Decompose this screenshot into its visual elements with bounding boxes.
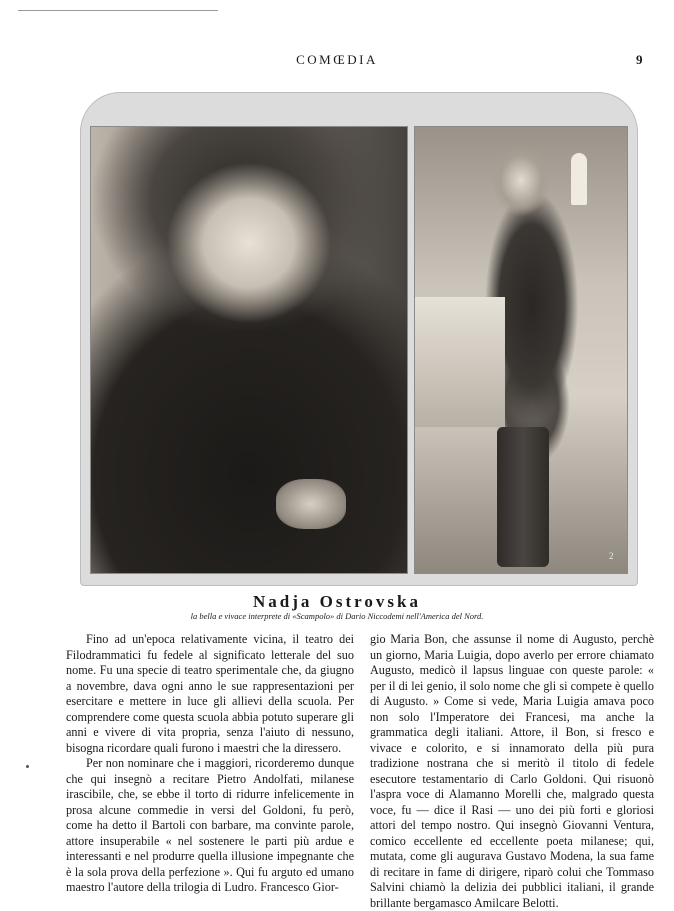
statuette-detail: [571, 153, 587, 205]
article-column-right: [370, 632, 654, 911]
figure-detail: [497, 427, 549, 567]
article-column-left: [66, 632, 354, 896]
paragraph: Fino ad un'epoca relativamente vicina, il teatro dei Filodrammatici fu fedele al significato letterale del suo nome. Fu una specie di teatro sperimentale che, da giugno a novembre, dava ogni anno le sue rappresentazioni per esercitare e mettere in luce gli allievi della scuola. Per comprendere come questa scuola abbia potuto superare gli anni e vivere di vita propria, senza l'aiuto di nessuno, bisogna ricordare quali furono i maestri che la diressero.: [66, 632, 354, 755]
portrait-photo: [90, 126, 408, 574]
magazine-title: COMŒDIA: [296, 52, 378, 67]
caption-name: Nadja Ostrovska: [253, 592, 421, 611]
page-number: 9: [636, 52, 643, 67]
photo-mark: 2: [609, 551, 614, 561]
paragraph: Per non nominare che i maggiori, ricorderemo dunque che qui insegnò a recitare Pietro Andolfati, milanese irascibile, che, se ebbe il torto di ridurre infelicemente in prosa alcune commedie in versi del Goldoni, fu però, come ha detto il Bartoli con barbare, ma convinte parole, attore insuperabile « nel sostenere le parti più ardue e interessanti e nel produrre quella illusione impegnante che è la sola prova della perfezione ». Qui fu arguto ed umano maestro l'autore della trilogia di Ludro. Francesco Gior-: [66, 756, 354, 894]
bed-detail: [415, 297, 505, 427]
paragraph: gio Maria Bon, che assunse il nome di Augusto, perchè un giorno, Maria Luigia, dopo averlo per errore chiamato Augusto, medicò il lapsus linguae con queste parole: « per il di lei genio, il solo nome che gli si compete è quello di Augusto. » Come si vede, Maria Luigia amava poco non solo l'Imperatore dei Francesi, ma anche la grammatica degli italiani. Attore, il Bon, si fresco e vivace e colorito, e si innamorato della più pura tradizione nostrana che si meritò il titolo di fedele esecutore testamentario di Carlo Goldoni. Qui risuonò l'aspra voce di Alamanno Morelli che, malgrado questa voce, fu — dice il Rasi — uno dei più forti e gloriosi attori del tempo nostro. Qui insegnò Giovanni Ventura, comico eccellente ed eccellente poeta milanese; qui, mutata, come gli augurava Gustavo Modena, la sua fame di recitare in fame di dirigere, riparò colui che Tommaso Salvini chiamò la delizia dei pubblici italiani, il grande brillante bergamasco Amilcare Belotti.: [370, 632, 654, 910]
caption-subtitle: la bella e vivace interprete di «Scampolo» di Dario Niccodemi nell'America del Nord.: [190, 611, 484, 621]
margin-mark: [26, 765, 29, 768]
hand-detail: [276, 479, 346, 529]
full-figure-photo: [414, 126, 628, 574]
top-rule: [18, 10, 218, 11]
